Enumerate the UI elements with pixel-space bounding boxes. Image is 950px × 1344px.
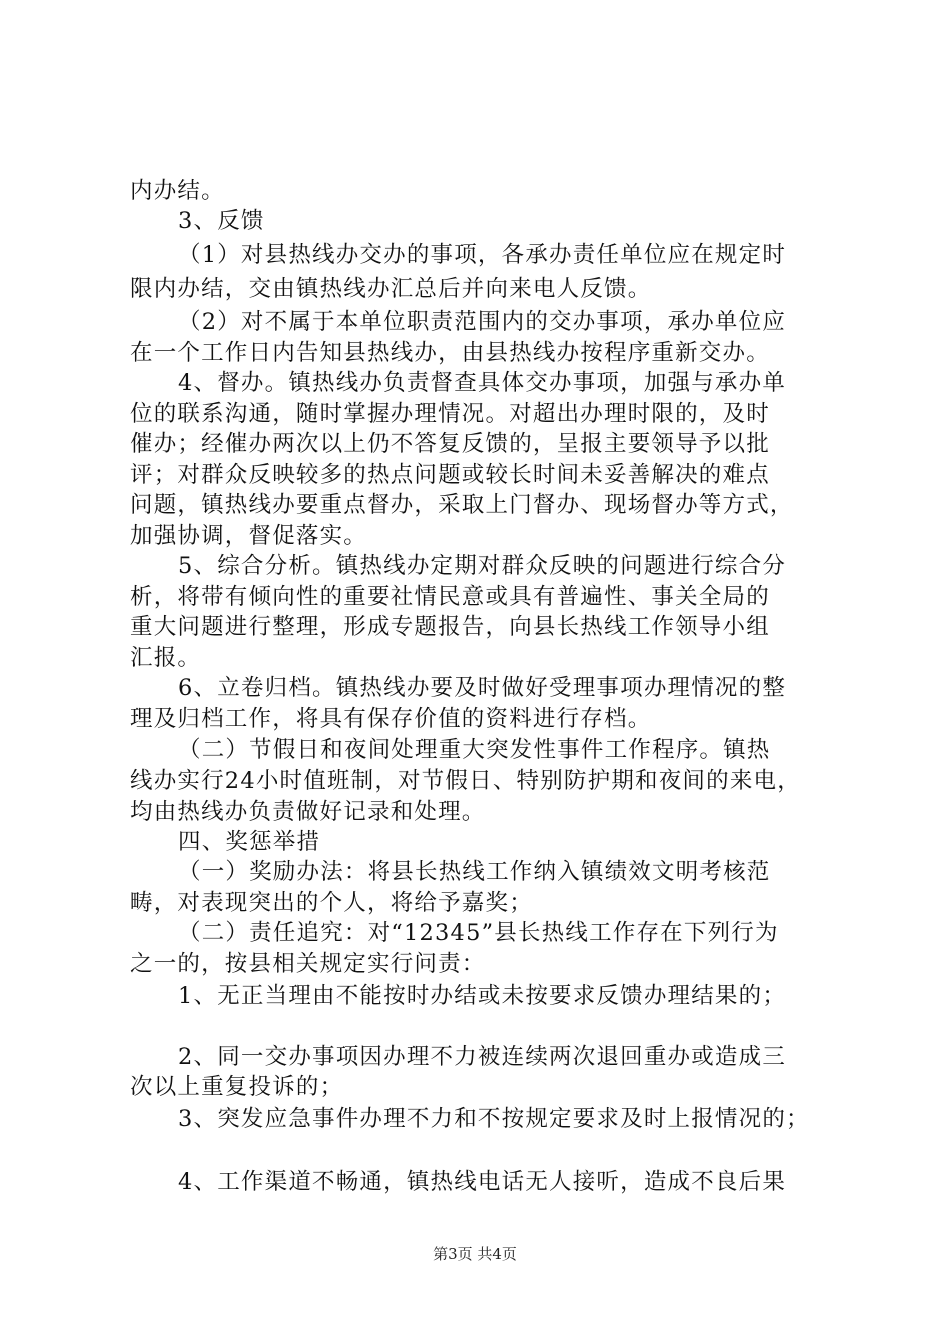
text-line: 3、突发应急事件办理不力和不按规定要求及时上报情况的；: [178, 1106, 810, 1132]
text-line: 加强协调，督促落实。: [130, 523, 368, 549]
text-line: 析，将带有倾向性的重要社情民意或具有普遍性、事关全局的: [130, 584, 770, 610]
text-line: 次以上重复投诉的；: [130, 1074, 344, 1100]
text-line: 线办实行24小时值班制，对节假日、特别防护期和夜间的来电，: [130, 768, 801, 794]
text-line: 限内办结，交由镇热线办汇总后并向来电人反馈。: [130, 276, 652, 302]
text-line: 1、无正当理由不能按时办结或未按要求反馈办理结果的；: [178, 983, 787, 1009]
text-line: 之一的，按县相关规定实行问责：: [130, 951, 486, 977]
text-line: 均由热线办负责做好记录和处理。: [130, 799, 486, 825]
text-line: 5、综合分析。镇热线办定期对群众反映的问题进行综合分: [178, 553, 787, 579]
text-line: 内办结。: [130, 178, 225, 204]
text-line: 6、立卷归档。镇热线办要及时做好受理事项办理情况的整: [178, 675, 787, 701]
text-line: （1）对县热线办交办的事项，各承办责任单位应在规定时: [178, 242, 787, 268]
text-line: 重大问题进行整理，形成专题报告，向县长热线工作领导小组: [130, 614, 770, 640]
text-line: 问题，镇热线办要重点督办，采取上门督办、现场督办等方式，: [130, 492, 794, 518]
text-line: 理及归档工作，将具有保存价值的资料进行存档。: [130, 706, 652, 732]
text-line: 2、同一交办事项因办理不力被连续两次退回重办或造成三: [178, 1044, 787, 1070]
text-line: （2）对不属于本单位职责范围内的交办事项，承办单位应: [178, 309, 787, 335]
text-line: 3、反馈: [178, 208, 265, 234]
text-line: 汇报。: [130, 645, 202, 671]
text-line: （二）责任追究：对“12345”县长热线工作存在下列行为: [178, 920, 779, 946]
text-line: 位的联系沟通，随时掌握办理情况。对超出办理时限的，及时: [130, 401, 770, 427]
text-line: 催办；经催办两次以上仍不答复反馈的，呈报主要领导予以批: [130, 431, 770, 457]
text-line: 畴，对表现突出的个人，将给予嘉奖；: [130, 890, 533, 916]
text-line: 在一个工作日内告知县热线办，由县热线办按程序重新交办。: [130, 340, 770, 366]
text-line: 评；对群众反映较多的热点问题或较长时间未妥善解决的难点: [130, 462, 770, 488]
text-line: 4、督办。镇热线办负责督查具体交办事项，加强与承办单: [178, 370, 787, 396]
text-line: 四、奖惩举措: [178, 829, 321, 855]
text-line: 4、工作渠道不畅通，镇热线电话无人接听，造成不良后果: [178, 1169, 787, 1195]
page-number: 第3页 共4页: [433, 1245, 517, 1263]
text-line: （一）奖励办法：将县长热线工作纳入镇绩效文明考核范: [178, 859, 771, 885]
text-line: （二）节假日和夜间处理重大突发性事件工作程序。镇热: [178, 737, 771, 763]
